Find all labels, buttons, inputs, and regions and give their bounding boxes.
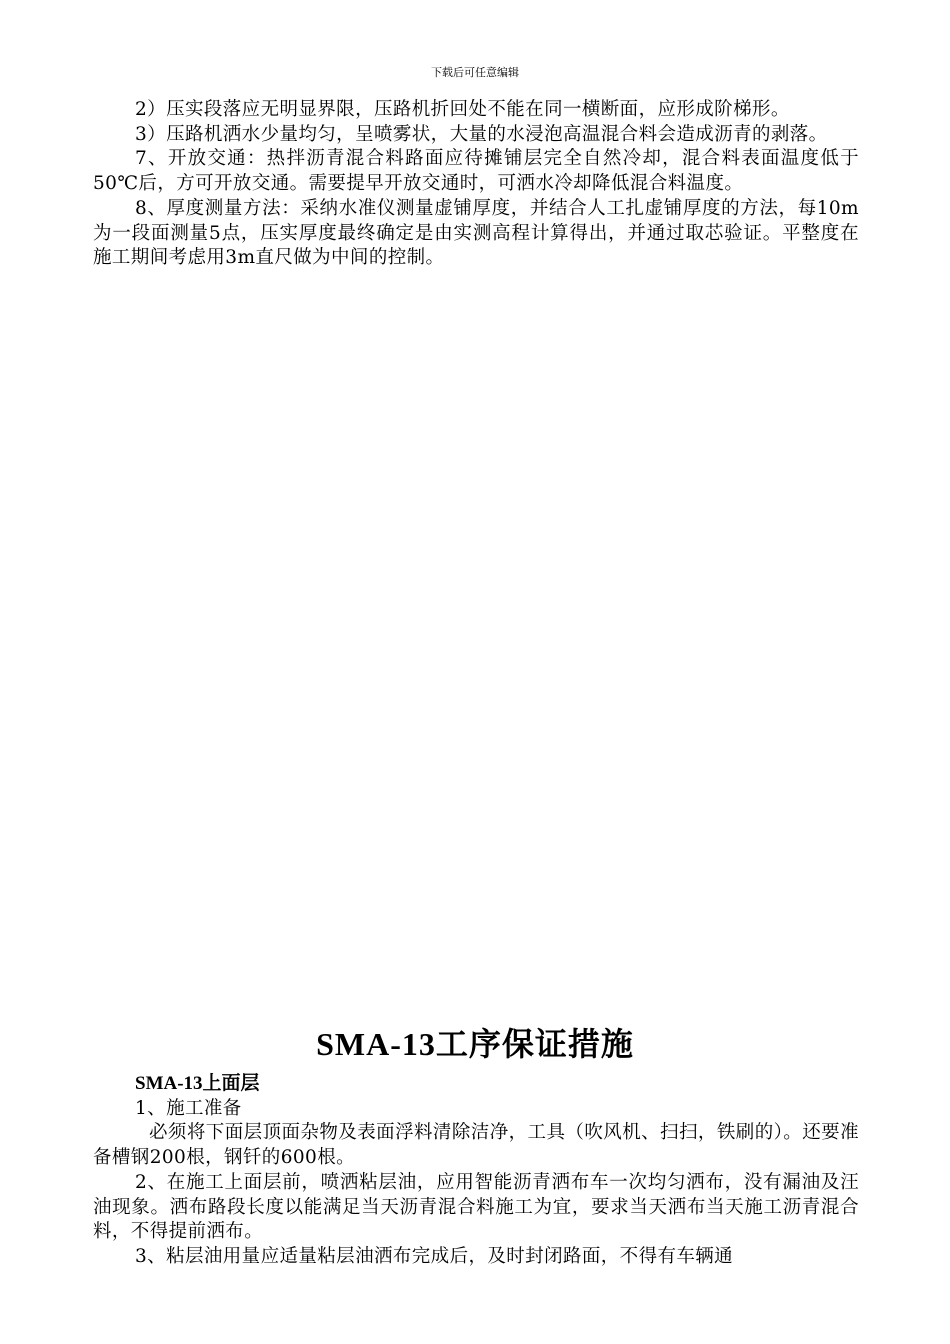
page-header: 下载后可任意编辑	[431, 66, 519, 79]
paragraph-open-traffic: 7、开放交通：热拌沥青混合料路面应待摊铺层完全自然冷却，混合料表面温度低于50℃后，方可开放交通。需要提早开放交通时，可洒水冷却降低混合料温度。	[93, 148, 859, 195]
item-preparation-body: 必须将下面层顶面杂物及表面浮料清除洁净，工具（吹风机、扫扫，铁刷的）。还要准备槽钢200根，钢钎的600根。	[93, 1122, 859, 1169]
item-tack-coat-spraying: 2、在施工上面层前，喷洒粘层油，应用智能沥青洒布车一次均匀洒布，没有漏油及汪油现象。洒布路段长度以能满足当天沥青混合料施工为宜，要求当天洒布当天施工沥青混合料，不得提前洒布。	[93, 1171, 859, 1243]
paragraph-compaction-boundary: 2）压实段落应无明显界限，压路机折回处不能在同一横断面，应形成阶梯形。	[135, 99, 790, 120]
top-text-block	[93, 98, 859, 271]
paragraph-roller-water: 3）压路机洒水少量均匀，呈喷雾状，大量的水浸泡高温混合料会造成沥青的剥落。	[135, 123, 828, 145]
paragraph-thickness-measurement: 8、厚度测量方法：采纳水准仪测量虚铺厚度，并结合人工扎虚铺厚度的方法，每10m为一段面测量5点，压实厚度最终确定是由实测高程计算得出，并通过取芯验证。平整度在施工期间考虑用3m直尺做为中间的控制。	[93, 197, 859, 269]
section-body	[93, 1072, 859, 1270]
section-subtitle: SMA-13上面层	[135, 1073, 260, 1094]
section-title: SMA-13工序保证措施	[316, 1026, 634, 1062]
item-tack-coat-amount: 3、粘层油用量应适量粘层油洒布完成后，及时封闭路面，不得有车辆通	[135, 1245, 734, 1267]
item-preparation-heading: 1、施工准备	[135, 1097, 242, 1119]
